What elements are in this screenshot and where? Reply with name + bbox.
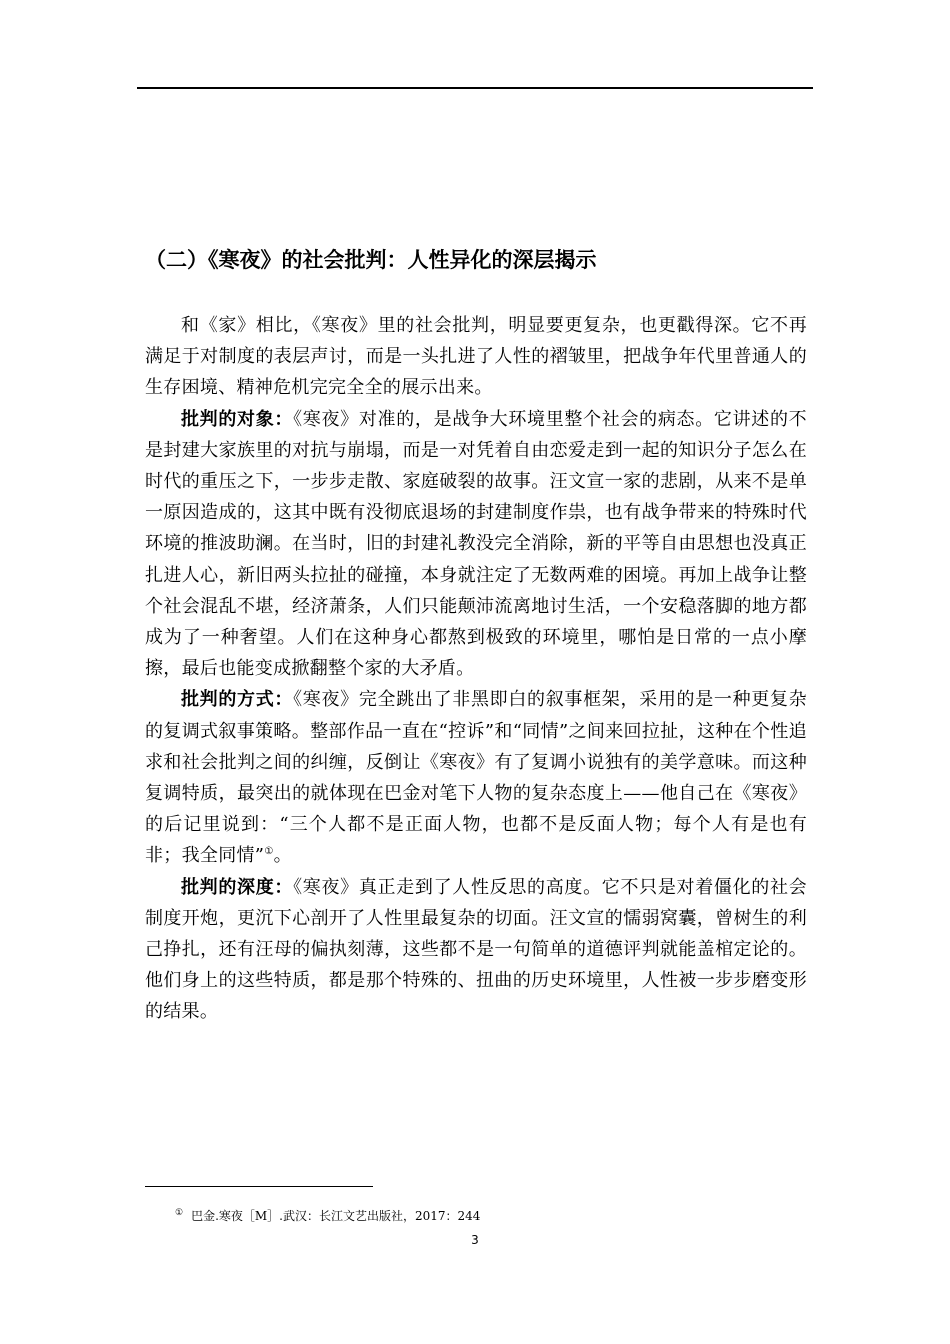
- paragraph-text: 《寒夜》完全跳出了非黑即白的叙事框架，采用的是一种更复杂的复调式叙事策略。整部作品一直在“控诉”和“同情”之间来回拉扯，这种在个性追求和社会批判之间的纠缠，反倒让《寒夜》有了复调小说独有的美学意味。而这种复调特质，最突出的就体现在巴金对笔下人物的复杂态度上——他自己在《寒夜》的后记里说到：“三个人都不是正面人物，也都不是反面人物；每个人有是也有非；我全同情”: [145, 689, 807, 867]
- section-heading: （二）《寒夜》的社会批判：人性异化的深层揭示: [145, 248, 597, 272]
- footnote-text: 巴金.寒夜［M］.武汉：长江文艺出版社，2017：244: [191, 1209, 481, 1223]
- footnote-mark: ①: [175, 1208, 184, 1218]
- paragraph-label: 批判的方式：: [181, 689, 294, 711]
- paragraph-text: 和《家》相比，《寒夜》里的社会批判，明显要更复杂，也更戳得深。它不再满足于对制度的表层声讨，而是一头扎进了人性的褶皱里，把战争年代里普通人的生存困境、精神危机完完全全的展示出来。: [145, 315, 807, 399]
- paragraph-depth: [145, 872, 807, 1028]
- footnote: [175, 1208, 480, 1224]
- paragraph-label: 批判的深度：: [181, 876, 294, 898]
- page-number: 3: [471, 1233, 479, 1247]
- paragraph-intro: [145, 310, 807, 404]
- paragraph-text: 《寒夜》对准的，是战争大环境里整个社会的病态。它讲述的不是封建大家族里的对抗与崩塌，而是一对凭着自由恋爱走到一起的知识分子怎么在时代的重压之下，一步步走散、家庭破裂的故事。汪文宣一家的悲剧，从来不是单一原因造成的，这其中既有没彻底退场的封建制度作祟，也有战争带来的特殊时代环境的推波助澜。在当时，旧的封建礼教没完全消除，新的平等自由思想也没真正扎进人心，新旧两头拉扯的碰撞，本身就注定了无数两难的困境。再加上战争让整个社会混乱不堪，经济萧条，人们只能颠沛流离地讨生活，一个安稳落脚的地方都成为了一种奢望。人们在这种身心都熬到极致的环境里，哪怕是日常的一点小摩擦，最后也能变成掀翻整个家的大矛盾。: [145, 408, 807, 680]
- footnote-reference[interactable]: ①: [264, 846, 274, 858]
- paragraph-method: [145, 684, 807, 871]
- paragraph-text: 《寒夜》真正走到了人性反思的高度。它不只是对着僵化的社会制度开炮，更沉下心剖开了人性里最复杂的切面。汪文宣的懦弱窝囊，曾树生的利己挣扎，还有汪母的偏执刻薄，这些都不是一句简单的道德评判就能盖棺定论的。他们身上的这些特质，都是那个特殊的、扭曲的历史环境里，人性被一步步磨变形的结果。: [145, 876, 807, 1023]
- body-text: [145, 310, 807, 1028]
- paragraph-label: 批判的对象：: [181, 408, 294, 430]
- footnote-rule: [145, 1186, 373, 1187]
- paragraph-object: [145, 404, 807, 685]
- header-rule: [137, 87, 813, 89]
- paragraph-tail: 。: [273, 845, 292, 867]
